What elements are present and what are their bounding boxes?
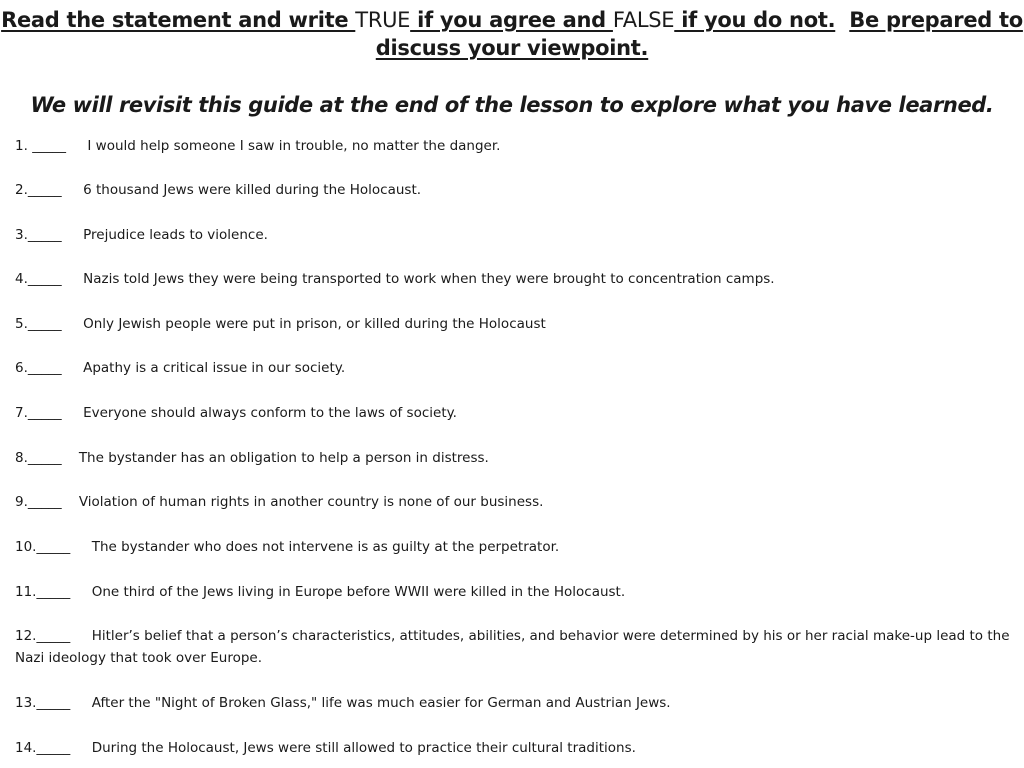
item-number: 13.	[15, 695, 37, 711]
item-number: 10.	[15, 539, 37, 555]
instructions-heading	[0, 6, 1024, 62]
statement-text: Hitler’s belief that a person’s characteristics, attitudes, abilities, and behavior were determined by his or her racial make-up lead to the Nazi ideology that took over Europe.	[15, 628, 1010, 666]
item-number: 11.	[15, 584, 37, 600]
answer-blank[interactable]: _____	[36, 628, 71, 644]
instructions-part-1: Read the statement and write	[1, 8, 356, 32]
statement-item	[15, 536, 1019, 558]
answer-blank[interactable]: _____	[27, 182, 62, 198]
instructions-part-5: discuss your viewpoint.	[375, 36, 649, 60]
statement-text: Nazis told Jews they were being transported to work when they were brought to concentration camps.	[83, 271, 775, 287]
statement-item	[15, 581, 1019, 603]
item-number: 7.	[15, 405, 28, 421]
instructions-part-4: Be prepared to	[849, 8, 1023, 32]
answer-blank[interactable]: _____	[36, 584, 71, 600]
item-number: 4.	[15, 271, 28, 287]
statement-item	[15, 135, 1019, 157]
statement-item	[15, 313, 1019, 335]
instructions-part-2: if you agree and	[410, 8, 613, 32]
statement-text: Only Jewish people were put in prison, or killed during the Holocaust	[83, 316, 546, 332]
answer-blank[interactable]: _____	[27, 360, 62, 376]
statement-item	[15, 357, 1019, 379]
statement-text: I would help someone I saw in trouble, no matter the danger.	[87, 138, 501, 154]
statement-text: 6 thousand Jews were killed during the Holocaust.	[83, 182, 422, 198]
statement-text: After the "Night of Broken Glass," life was much easier for German and Austrian Jews.	[91, 695, 671, 711]
item-number: 2.	[15, 182, 28, 198]
true-word: TRUE	[355, 8, 411, 32]
statement-item	[15, 625, 1019, 669]
answer-blank[interactable]: _____	[32, 138, 66, 154]
answer-blank[interactable]: _____	[27, 405, 62, 421]
answer-blank[interactable]: _____	[36, 740, 71, 756]
item-number: 8.	[15, 450, 28, 466]
item-number: 9.	[15, 494, 28, 510]
answer-blank[interactable]: _____	[27, 316, 62, 332]
item-number: 1.	[15, 138, 28, 154]
statement-item	[15, 737, 1019, 759]
item-number: 14.	[15, 740, 37, 756]
statement-text: Everyone should always conform to the laws of society.	[83, 405, 457, 421]
statement-item	[15, 402, 1019, 424]
statement-text: The bystander who does not intervene is as guilty at the perpetrator.	[91, 539, 560, 555]
statement-text: During the Holocaust, Jews were still allowed to practice their cultural traditions.	[91, 740, 636, 756]
statement-item	[15, 268, 1019, 290]
lesson-subtitle: We will revisit this guide at the end of the lesson to explore what you have learned.	[30, 93, 994, 117]
answer-blank[interactable]: _____	[27, 450, 62, 466]
answer-blank[interactable]: _____	[27, 227, 62, 243]
statement-text: The bystander has an obligation to help a person in distress.	[78, 450, 489, 466]
statement-item	[15, 447, 1019, 469]
statement-text: One third of the Jews living in Europe before WWII were killed in the Holocaust.	[91, 584, 626, 600]
answer-blank[interactable]: _____	[27, 494, 62, 510]
instructions-line-2	[0, 34, 1024, 62]
statement-text: Apathy is a critical issue in our society.	[83, 360, 346, 376]
statement-item	[15, 491, 1019, 513]
instructions-part-3: if you do not.	[674, 8, 836, 32]
statement-item	[15, 224, 1019, 246]
item-number: 12.	[15, 628, 37, 644]
item-number: 3.	[15, 227, 28, 243]
answer-blank[interactable]: _____	[36, 695, 71, 711]
answer-blank[interactable]: _____	[27, 271, 62, 287]
statement-item	[15, 692, 1019, 714]
false-word: FALSE	[612, 8, 675, 32]
statement-text: Prejudice leads to violence.	[83, 227, 268, 243]
item-number: 5.	[15, 316, 28, 332]
instructions-line-1	[0, 6, 1024, 34]
statement-item	[15, 179, 1019, 201]
statement-text: Violation of human rights in another country is none of our business.	[78, 494, 544, 510]
answer-blank[interactable]: _____	[36, 539, 71, 555]
item-number: 6.	[15, 360, 28, 376]
